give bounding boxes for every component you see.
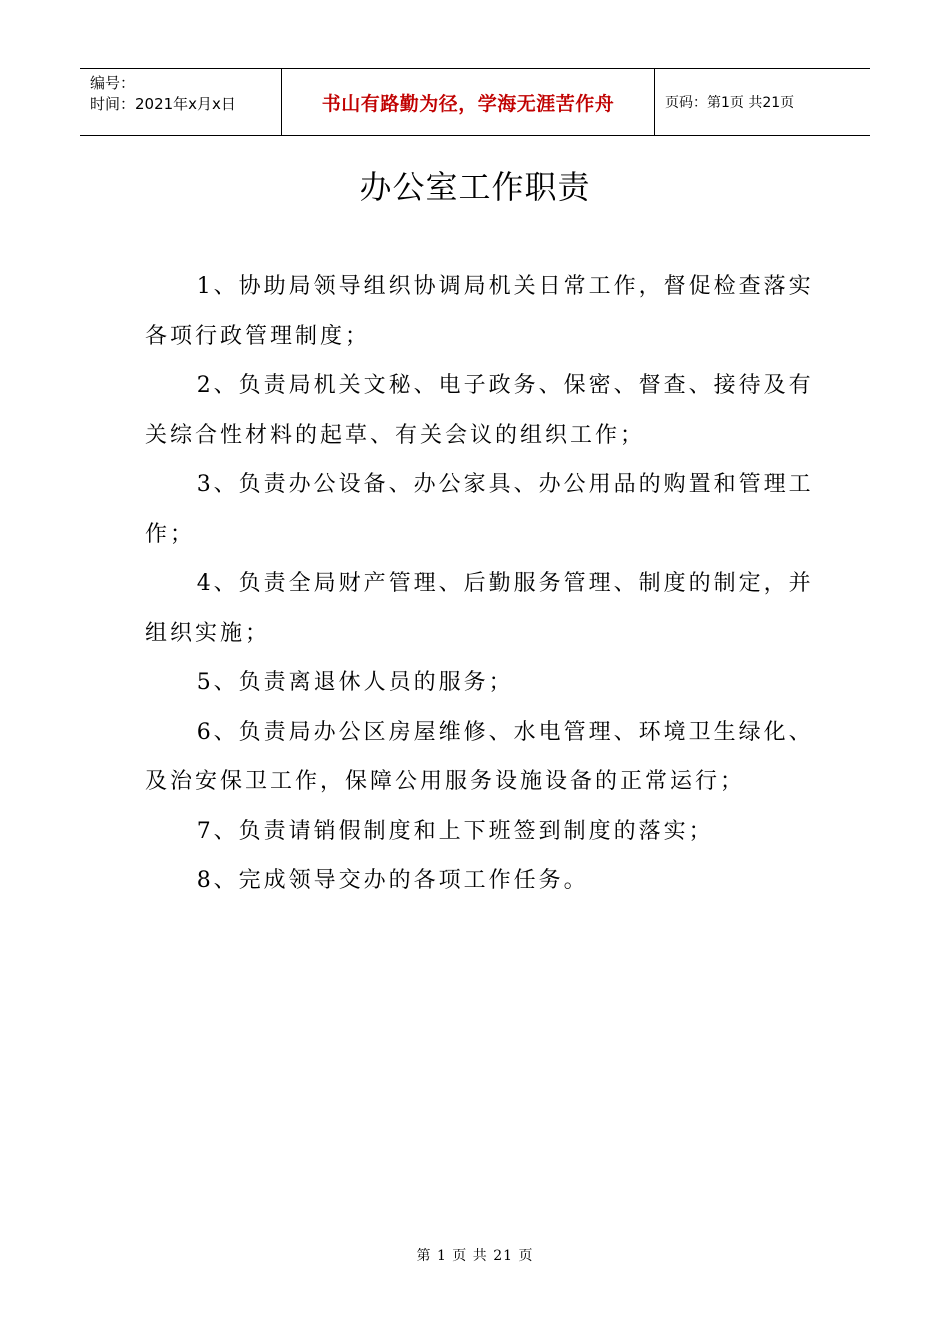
header-motto: 书山有路勤为径，学海无涯苦作舟 bbox=[282, 69, 655, 135]
paragraph: 6、负责局办公区房屋维修、水电管理、环境卫生绿化、及治安保卫工作，保障公用服务设施设备的正常运行； bbox=[145, 719, 814, 794]
header-meta-cell bbox=[80, 69, 282, 135]
paragraph: 3、负责办公设备、办公家具、办公用品的购置和管理工作； bbox=[145, 472, 814, 547]
document-body bbox=[145, 262, 835, 906]
document-title: 办公室工作职责 bbox=[359, 168, 591, 206]
paragraph: 1、协助局领导组织协调局机关日常工作，督促检查落实各项行政管理制度； bbox=[145, 274, 814, 349]
document-time: 时间：2021年x月x日 bbox=[90, 95, 236, 113]
document-header bbox=[80, 68, 870, 136]
paragraph: 8、完成领导交办的各项工作任务。 bbox=[196, 868, 589, 893]
document-number: 编号： bbox=[90, 74, 136, 92]
paragraph: 5、负责离退休人员的服务； bbox=[196, 670, 514, 695]
paragraph: 2、负责局机关文秘、电子政务、保密、督查、接待及有关综合性材料的起草、有关会议的组织工作； bbox=[145, 373, 814, 448]
page-footer: 第 1 页 共 21 页 bbox=[416, 1248, 534, 1264]
paragraph: 4、负责全局财产管理、后勤服务管理、制度的制定，并组织实施； bbox=[145, 571, 814, 646]
paragraph: 7、负责请销假制度和上下班签到制度的落实； bbox=[196, 818, 714, 844]
header-page-info: 页码：第1页 共21页 bbox=[665, 95, 795, 111]
